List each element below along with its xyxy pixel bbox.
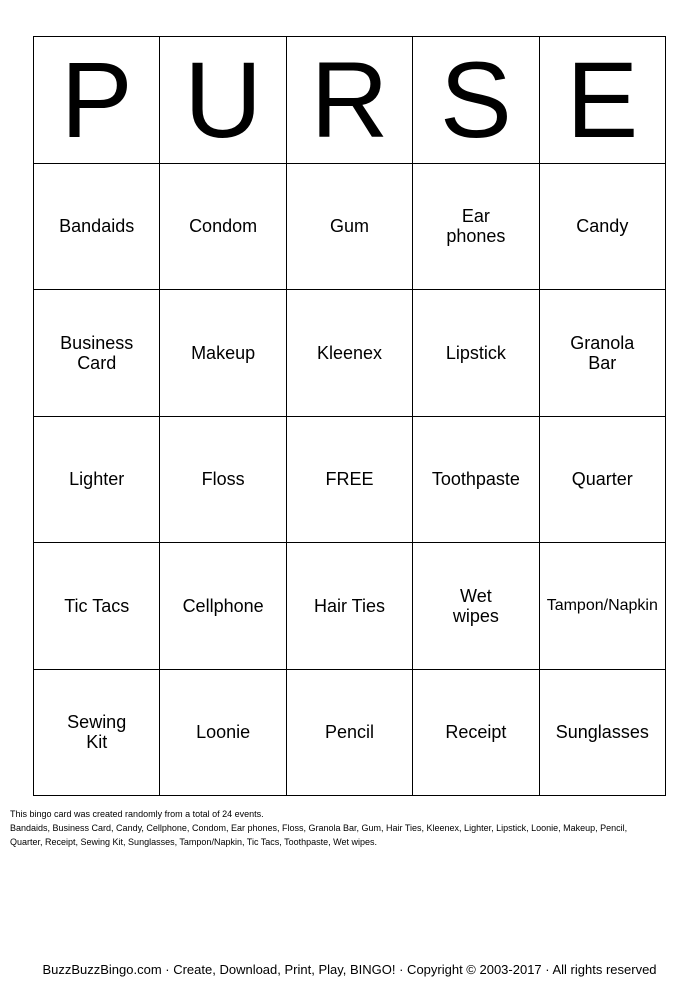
card-notes — [10, 807, 680, 849]
bingo-card — [33, 36, 666, 796]
square-label: Granola Bar — [570, 332, 635, 373]
square-label: Sewing Kit — [67, 712, 127, 753]
square-label: FREE — [325, 469, 374, 490]
bingo-square — [34, 290, 160, 417]
square-label: Cellphone — [182, 595, 264, 616]
square-label: Condom — [189, 216, 258, 237]
header-letter: E — [566, 38, 639, 160]
square-label: Business Card — [60, 332, 134, 373]
square-label: Loonie — [196, 722, 251, 743]
bingo-square — [540, 164, 666, 291]
square-label: Kleenex — [316, 342, 383, 363]
square-label: Bandaids — [59, 216, 135, 237]
header-cell-p — [34, 37, 160, 164]
bingo-square — [287, 670, 413, 797]
header-cell-r — [287, 37, 413, 164]
square-label: Gum — [329, 216, 369, 237]
square-label: Sunglasses — [555, 722, 649, 743]
square-label: Floss — [201, 469, 245, 490]
square-label: Candy — [576, 216, 629, 237]
header-letter: S — [439, 38, 512, 160]
header-letter: R — [310, 38, 389, 160]
bingo-square — [413, 290, 539, 417]
square-label: Makeup — [191, 342, 256, 363]
bingo-square — [413, 670, 539, 797]
square-label: Ear phones — [446, 206, 506, 247]
bingo-square — [413, 164, 539, 291]
square-label: Toothpaste — [431, 469, 520, 490]
square-label: Hair Ties — [313, 595, 385, 616]
bingo-square — [34, 417, 160, 544]
bingo-square — [540, 543, 666, 670]
bingo-square — [413, 543, 539, 670]
bingo-square — [540, 670, 666, 797]
square-label: Quarter — [571, 469, 633, 490]
square-label: Tic Tacs — [64, 595, 130, 616]
header-cell-s — [413, 37, 539, 164]
header-cell-e — [540, 37, 666, 164]
notes-item-list: Bandaids, Business Card, Candy, Cellphone, Condom, Ear phones, Floss, Granola Bar, Gum, Hair Ties, Kleenex, Lighter, Lipstick, Loonie, Makeup, Pencil, — [10, 823, 628, 833]
bingo-square — [34, 543, 160, 670]
header-letter: U — [184, 38, 263, 160]
bingo-square — [160, 417, 286, 544]
bingo-square — [287, 290, 413, 417]
bingo-square — [160, 290, 286, 417]
bingo-square — [160, 164, 286, 291]
bingo-square — [540, 290, 666, 417]
bingo-square — [540, 417, 666, 544]
square-label: Tampon/Napkin — [546, 596, 658, 614]
square-label: Receipt — [445, 722, 507, 743]
notes-summary: This bingo card was created randomly from a total of 24 events. — [10, 809, 264, 819]
square-label: Lighter — [69, 469, 125, 490]
bingo-square — [160, 670, 286, 797]
bingo-square — [287, 164, 413, 291]
header-cell-u — [160, 37, 286, 164]
square-label: Wet wipes — [452, 585, 499, 626]
bingo-square — [34, 670, 160, 797]
square-label: Lipstick — [445, 342, 506, 363]
bingo-square — [34, 164, 160, 291]
free-square — [287, 417, 413, 544]
copyright-footer: BuzzBuzzBingo.com · Create, Download, Print, Play, BINGO! · Copyright © 2003-2017 · All rights reserved — [42, 962, 657, 977]
bingo-square — [287, 543, 413, 670]
bingo-square — [160, 543, 286, 670]
header-letter: P — [60, 38, 133, 160]
notes-item-list-continued: Quarter, Receipt, Sewing Kit, Sunglasses, Tampon/Napkin, Tic Tacs, Toothpaste, Wet wipes. — [10, 837, 378, 847]
bingo-square — [413, 417, 539, 544]
square-label: Pencil — [324, 722, 374, 743]
